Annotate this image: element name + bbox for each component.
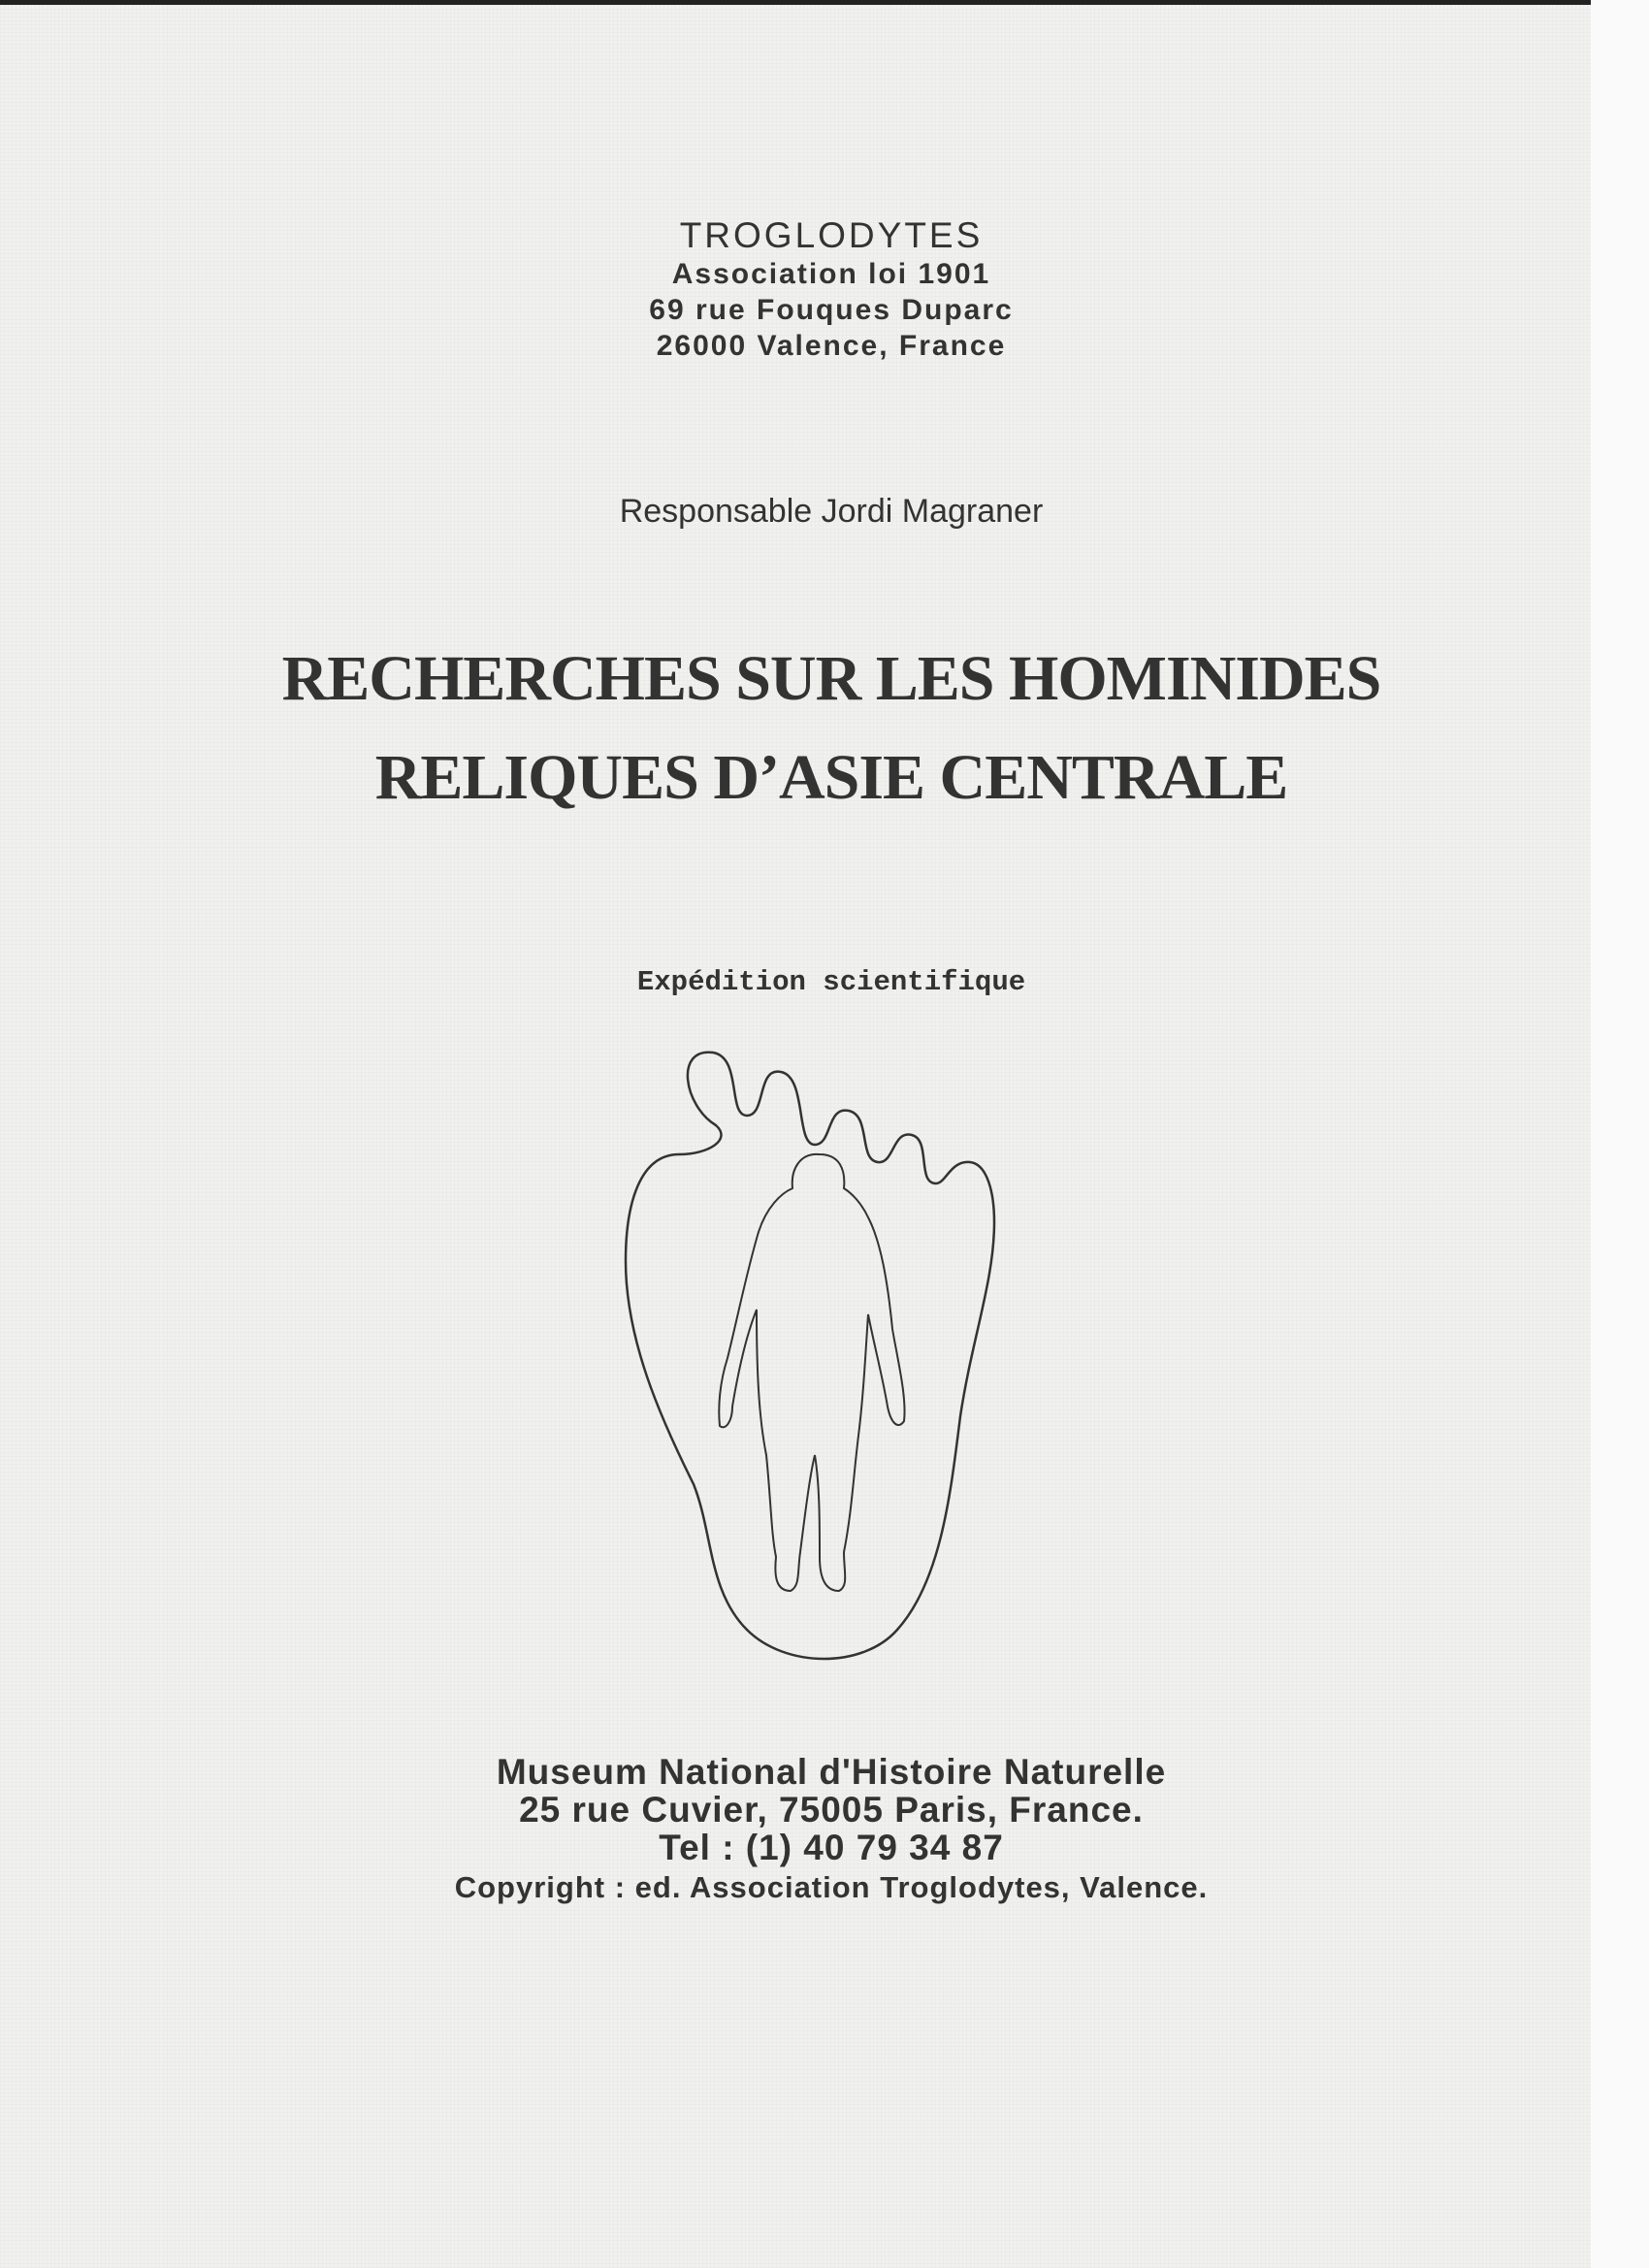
org-address-street: 69 rue Fouques Duparc xyxy=(649,294,1014,326)
footprint-outline xyxy=(626,1053,994,1659)
museum-name: Museum National d'Histoire Naturelle xyxy=(496,1752,1167,1792)
footprint-with-hominid-icon xyxy=(621,1048,1009,1664)
org-address-city: 26000 Valence, France xyxy=(656,330,1007,362)
museum-phone: Tel : (1) 40 79 34 87 xyxy=(659,1828,1004,1867)
org-name: TROGLODYTES xyxy=(679,215,984,255)
title-line-1: RECHERCHES SUR LES HOMINIDES xyxy=(281,643,1381,714)
title-line-2: RELIQUES D’ASIE CENTRALE xyxy=(374,742,1288,813)
museum-address: 25 rue Cuvier, 75005 Paris, France. xyxy=(519,1790,1144,1830)
scan-border xyxy=(0,0,1649,5)
subtitle: Expédition scientifique xyxy=(636,966,1026,998)
hominid-silhouette xyxy=(719,1154,904,1591)
responsible-line: Responsable Jordi Magraner xyxy=(619,493,1044,530)
copyright: Copyright : ed. Association Troglodytes, Valence. xyxy=(454,1870,1209,1904)
org-status: Association loi 1901 xyxy=(671,258,991,290)
